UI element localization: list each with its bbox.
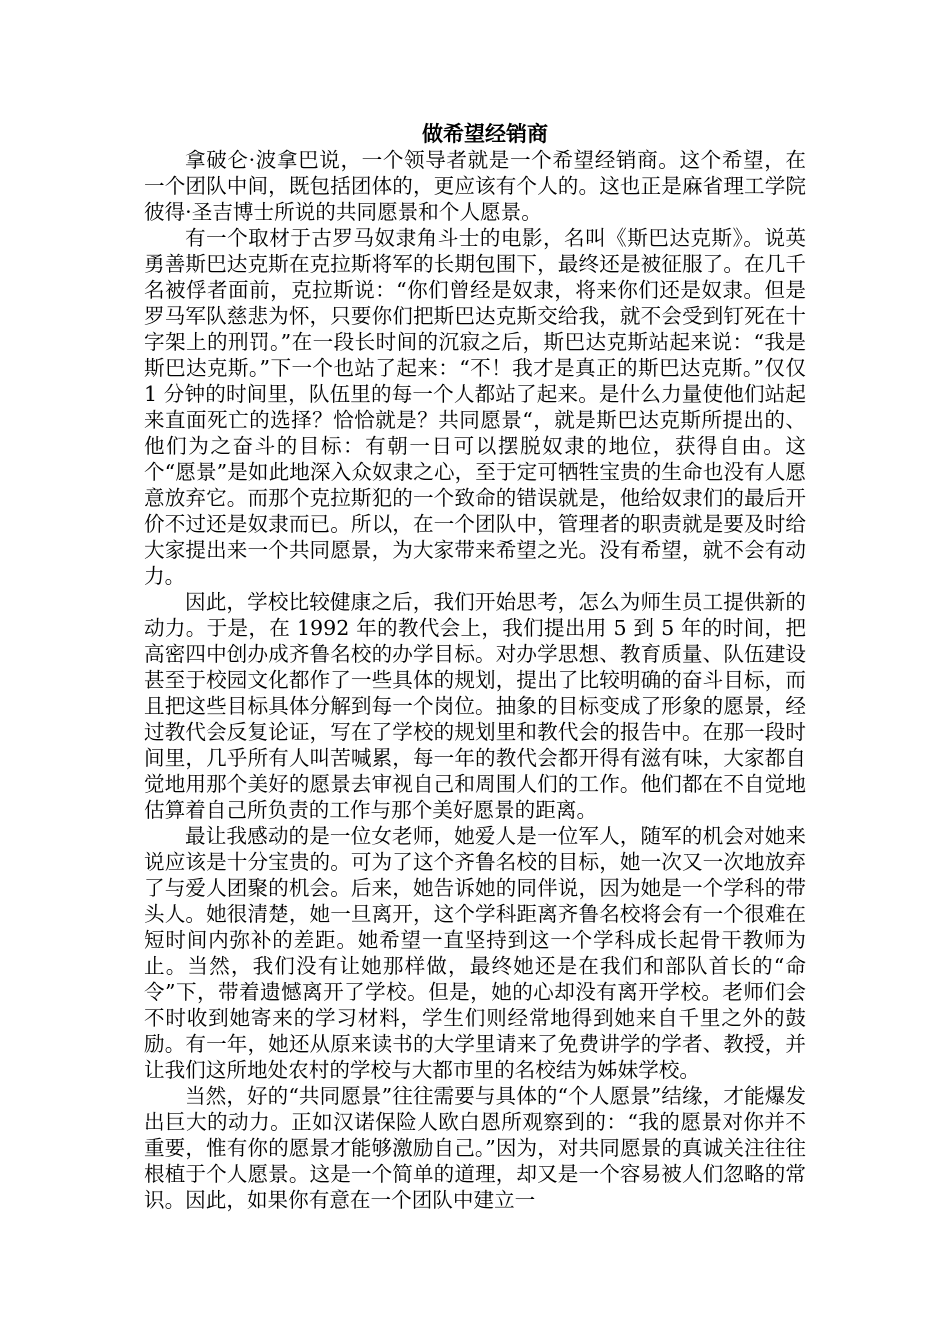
paragraph: 因此，学校比较健康之后，我们开始思考，怎么为师生员工提供新的动力。于是，在 1992 年的教代会上，我们提出用 5 到 5 年的时间，把高密四中创办成齐鲁名校的办学目标。对办学思想、教育质量、队伍建设甚至于校园文化都作了一些具体的规划，提出了比较明确的奋斗目标，而且把这些目标具体分解到每一个岗位。抽象的目标变成了形象的愿景，经过教代会反复论证，写在了学校的规划里和教代会的报告中。在那一段时间里，几乎所有人叫苦喊累，每一年的教代会都开得有滋有味，大家都自觉地用那个美好的愿景去审视自己和周围人们的工作。他们都在不自觉地估算着自己所负责的工作与那个美好愿景的距离。	[144, 590, 806, 822]
document-title: 做希望经销商	[422, 121, 548, 146]
paragraph: 有一个取材于古罗马奴隶角斗士的电影，名叫《斯巴达克斯》。说英勇善斯巴达克斯在克拉斯将军的长期包围下，最终还是被征服了。在几千名被俘者面前，克拉斯说：“你们曾经是奴隶，将来你们还是奴隶。但是罗马军队慈悲为怀，只要你们把斯巴达克斯交给我，就不会受到钉死在十字架上的刑罚。”在一段长时间的沉寂之后，斯巴达克斯站起来说：“我是斯巴达克斯。”下一个也站了起来：“不！我才是真正的斯巴达克斯。”仅仅 1 分钟的时间里，队伍里的每一个人都站了起来。是什么力量使他们站起来直面死亡的选择？恰恰就是？共同愿景“，就是斯巴达克斯所提出的、他们为之奋斗的目标：有朝一日可以摆脱奴隶的地位，获得自由。这个“愿景”是如此地深入众奴隶之心，至于定可牺牲宝贵的生命也没有人愿意放弃它。而那个克拉斯犯的一个致命的错误就是，他给奴隶们的最后开价不过还是奴隶而已。所以，在一个团队中，管理者的职责就是要及时给大家提出来一个共同愿景，为大家带来希望之光。没有希望，就不会有动力。	[144, 226, 806, 588]
paragraph: 最让我感动的是一位女老师，她爱人是一位军人，随军的机会对她来说应该是十分宝贵的。可为了这个齐鲁名校的目标，她一次又一次地放弃了与爱人团聚的机会。后来，她告诉她的同伴说，因为她是一个学科的带头人。她很清楚，她一旦离开，这个学科距离齐鲁名校将会有一个很难在短时间内弥补的差距。她希望一直坚持到这一个学科成长起骨干教师为止。当然，我们没有让她那样做，最终她还是在我们和部队首长的“命令”下，带着遗憾离开了学校。但是，她的心却没有离开学校。老师们会不时收到她寄来的学习材料，学生们则经常地得到她来自千里之外的鼓励。有一年，她还从原来读书的大学里请来了免费讲学的学者、教授，并让我们这所地处农村的学校与大都市里的名校结为姊妹学校。	[144, 824, 806, 1082]
document-body	[144, 121, 806, 1213]
paragraph: 当然，好的“共同愿景”往往需要与具体的“个人愿景”结缘，才能爆发出巨大的动力。正如汉诺保险人欧白恩所观察到的：“我的愿景对你并不重要，惟有你的愿景才能够激励自己。”因为，对共同愿景的真诚关注往往根植于个人愿景。这是一个简单的道理，却又是一个容易被人们忽略的常识。因此，如果你有意在一个团队中建立一	[144, 1084, 806, 1212]
paragraph: 拿破仑·波拿巴说，一个领导者就是一个希望经销商。这个希望，在一个团队中间，既包括团体的，更应该有个人的。这也正是麻省理工学院彼得·圣吉博士所说的共同愿景和个人愿景。	[144, 148, 806, 224]
